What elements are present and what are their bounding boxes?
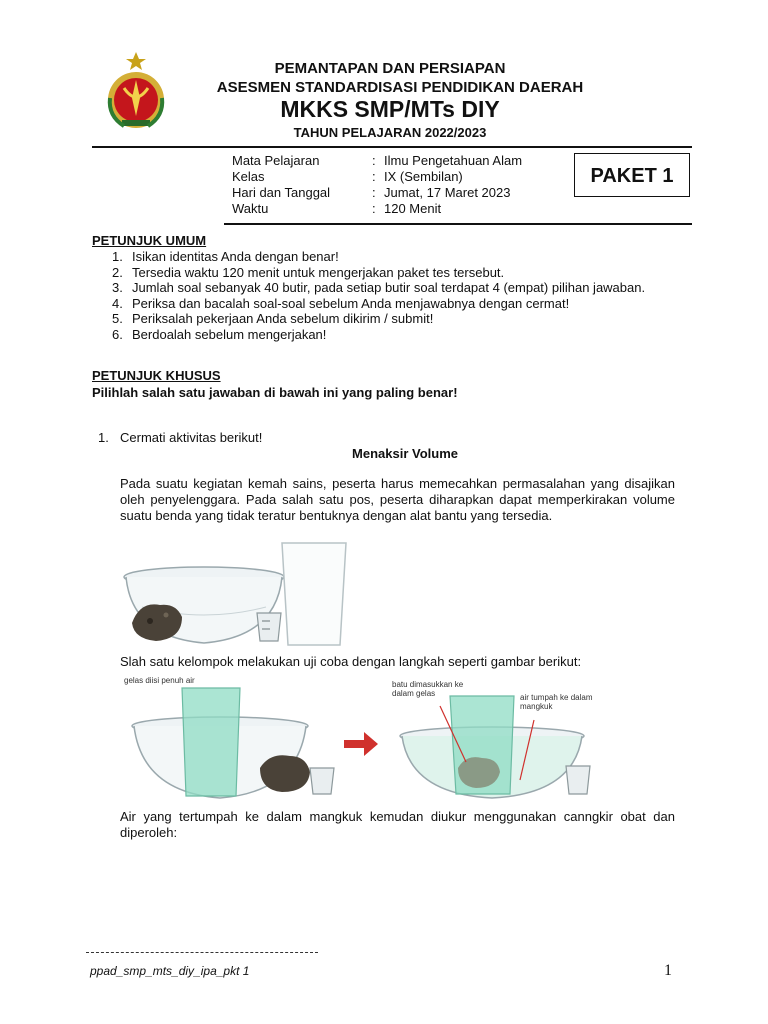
list-item-text: Berdoalah sebelum mengerjakan! bbox=[132, 326, 327, 342]
list-item-num: 6. bbox=[112, 326, 123, 342]
caption-right: air tumpah ke dalam mangkuk bbox=[520, 693, 593, 711]
info-label: Mata Pelajaran bbox=[232, 153, 320, 168]
list-item bbox=[112, 296, 672, 312]
caption-left: gelas diisi penuh air bbox=[124, 676, 195, 685]
info-sep: : bbox=[372, 153, 376, 168]
question-intro: Cermati aktivitas berikut! bbox=[120, 430, 263, 445]
list-item-num: 2. bbox=[112, 264, 123, 280]
list-item-text: Periksa dan bacalah soal-soal sebelum Anda menjawabnya dengan cermat! bbox=[132, 295, 570, 311]
list-item-num: 4. bbox=[112, 295, 123, 311]
paket-label: PAKET 1 bbox=[574, 153, 690, 197]
list-item bbox=[112, 311, 672, 327]
list-item-text: Periksalah pekerjaan Anda sebelum dikirim / submit! bbox=[132, 311, 434, 326]
footer-code: ppad_smp_mts_diy_ipa_pkt 1 bbox=[90, 964, 250, 978]
info-label: Kelas bbox=[232, 169, 265, 184]
header-rule-bottom bbox=[224, 223, 692, 225]
header-year: TAHUN PELAJARAN 2022/2023 bbox=[293, 125, 487, 140]
info-value: Jumat, 17 Maret 2023 bbox=[384, 185, 511, 200]
info-label: Hari dan Tanggal bbox=[232, 185, 331, 200]
list-item-text: Isikan identitas Anda dengan benar! bbox=[132, 249, 339, 264]
header-line-1: PEMANTAPAN DAN PERSIAPAN bbox=[274, 60, 506, 77]
list-item-num: 5. bbox=[112, 311, 123, 326]
info-sep: : bbox=[372, 169, 376, 184]
page-number: 1 bbox=[664, 962, 672, 979]
list-item-num: 3. bbox=[112, 280, 123, 295]
info-value: IX (Sembilan) bbox=[384, 169, 463, 184]
caption-middle: batu dimasukkan ke dalam gelas bbox=[392, 680, 464, 698]
header-rule-top bbox=[92, 146, 692, 148]
header-line-2: ASESMEN STANDARDISASI PENDIDIKAN DAERAH bbox=[216, 79, 584, 96]
footer-dashed-rule bbox=[86, 952, 318, 953]
list-item bbox=[112, 249, 672, 265]
list-item-text: Tersedia waktu 120 menit untuk mengerjakan paket tes tersebut. bbox=[132, 264, 505, 280]
list-item bbox=[112, 265, 672, 281]
info-sep: : bbox=[372, 185, 376, 200]
diy-emblem-logo bbox=[104, 50, 168, 134]
petunjuk-khusus-title: PETUNJUK KHUSUS bbox=[92, 368, 221, 383]
info-label: Waktu bbox=[232, 201, 269, 216]
experiment-photo bbox=[120, 670, 620, 802]
question-paragraph-3: Air yang tertumpah ke dalam mangkuk kemudan diukur menggunakan canngkir obat dan diperoleh: bbox=[120, 809, 675, 840]
list-item bbox=[112, 280, 672, 296]
question-heading: Menaksir Volume bbox=[352, 446, 458, 461]
info-sep: : bbox=[372, 201, 376, 216]
question-number: 1. bbox=[98, 430, 109, 445]
info-value: 120 Menit bbox=[384, 201, 442, 216]
petunjuk-khusus-text: Pilihlah salah satu jawaban di bawah ini yang paling benar! bbox=[92, 385, 458, 400]
list-item-text: Jumlah soal sebanyak 40 butir, pada setiap butir soal terdapat 4 (empat) pilihan jawaban. bbox=[132, 280, 646, 295]
question-paragraph-2: Slah satu kelompok melakukan uji coba dengan langkah seperti gambar berikut: bbox=[120, 654, 582, 669]
materials-photo bbox=[120, 537, 360, 653]
list-item-num: 1. bbox=[112, 249, 123, 264]
petunjuk-umum-title: PETUNJUK UMUM bbox=[92, 233, 207, 248]
question-paragraph-1: Pada suatu kegiatan kemah sains, peserta harus memecahkan permasalahan yang disajikan oleh penyelenggara. Pada salah satu pos, peserta diharapkan dapat memperkirakan volume suatu benda yang tidak teratur bentuknya dengan alat bantu yang tersedia. bbox=[120, 476, 675, 523]
list-item bbox=[112, 327, 672, 343]
info-value: Ilmu Pengetahuan Alam bbox=[384, 153, 523, 168]
petunjuk-umum-list bbox=[112, 249, 672, 342]
header-title: MKKS SMP/MTs DIY bbox=[280, 96, 500, 122]
